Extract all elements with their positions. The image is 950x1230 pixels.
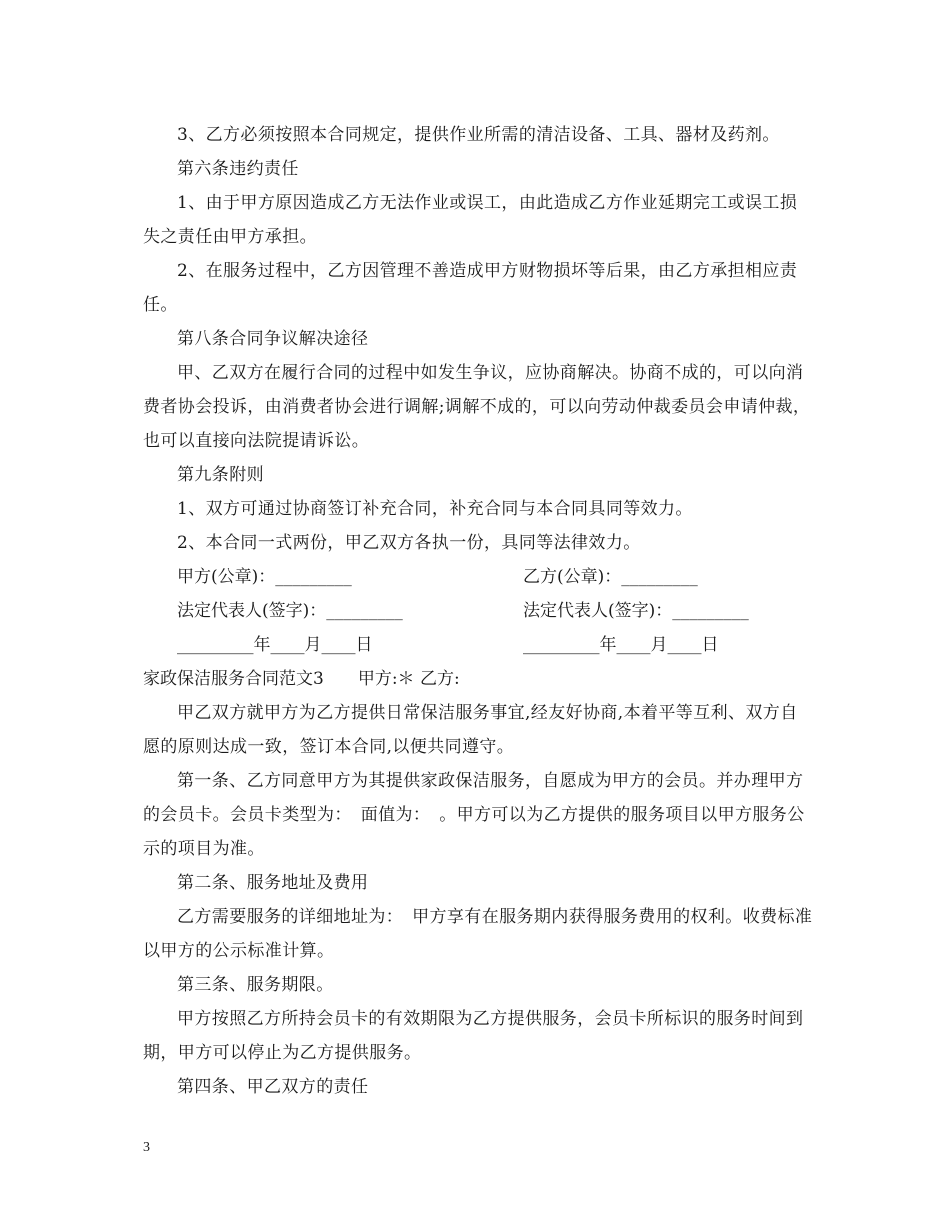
party-b-seal: 乙方(公章)：_________ [523,567,698,587]
contract-3-preamble: 甲乙双方就甲方为乙方提供日常保洁服务事宜,经友好协商,本着平等互利、双方自愿的原则达成一致，签订本合同,以便共同遵守。 [143,703,798,757]
article-2-address-fees: 乙方需要服务的详细地址为： 甲方享有在服务期内获得服务费用的权利。收费标准以甲方的公示标准计算。 [143,907,813,961]
party-a-seal: 甲方(公章)：_________ [177,567,352,587]
article-3-heading: 第三条、服务期限。 [177,975,334,995]
signature-row-date [143,628,813,662]
party-a-representative: 法定代表人(签字)：_________ [177,601,403,621]
signature-row-representative [143,594,813,628]
signature-row-seal [143,560,813,594]
section-heading-appendix: 第九条附则 [177,465,264,485]
party-b-date: _________年____月____日 [523,635,719,655]
article-3-service-period: 甲方按照乙方所持会员卡的有效期限为乙方提供服务，会员卡所标识的服务时间到期，甲方可以停止为乙方提供服务。 [143,1009,804,1063]
document-body [143,118,813,1104]
section-heading-breach: 第六条违约责任 [177,159,299,179]
clause-appendix-1: 1、双方可通过协商签订补充合同，补充合同与本合同具同等效力。 [177,499,693,519]
clause-breach-1: 1、由于甲方原因造成乙方无法作业或误工，由此造成乙方作业延期完工或误工损失之责任由甲方承担。 [143,193,798,247]
article-4-heading: 第四条、甲乙双方的责任 [177,1077,369,1097]
contract-3-title: 家政保洁服务合同范文3 甲方:＊ 乙方: [143,669,460,689]
section-heading-dispute: 第八条合同争议解决途径 [177,329,369,349]
clause-dispute: 甲、乙双方在履行合同的过程中如发生争议，应协商解决。协商不成的，可以向消费者协会投诉，由消费者协会进行调解;调解不成的，可以向劳动仲裁委员会申请仲裁，也可以直接向法院提请诉讼。 [143,363,811,451]
article-2-heading: 第二条、服务地址及费用 [177,873,369,893]
party-a-date: _________年____月____日 [177,635,373,655]
clause-item-3-cleaning-equipment: 3、乙方必须按照本合同规定，提供作业所需的清洁设备、工具、器材及药剂。 [177,125,780,145]
clause-appendix-2: 2、本合同一式两份，甲乙双方各执一份，具同等法律效力。 [177,533,641,553]
clause-breach-2: 2、在服务过程中，乙方因管理不善造成甲方财物损坏等后果，由乙方承担相应责任。 [143,261,798,315]
party-b-representative: 法定代表人(签字)：_________ [523,601,749,621]
page-number: 3 [143,1140,150,1155]
article-1-membership: 第一条、乙方同意甲方为其提供家政保洁服务，自愿成为甲方的会员。并办理甲方的会员卡。会员卡类型为： 面值为： 。甲方可以为乙方提供的服务项目以甲方服务公示的项目为准。 [143,771,805,859]
